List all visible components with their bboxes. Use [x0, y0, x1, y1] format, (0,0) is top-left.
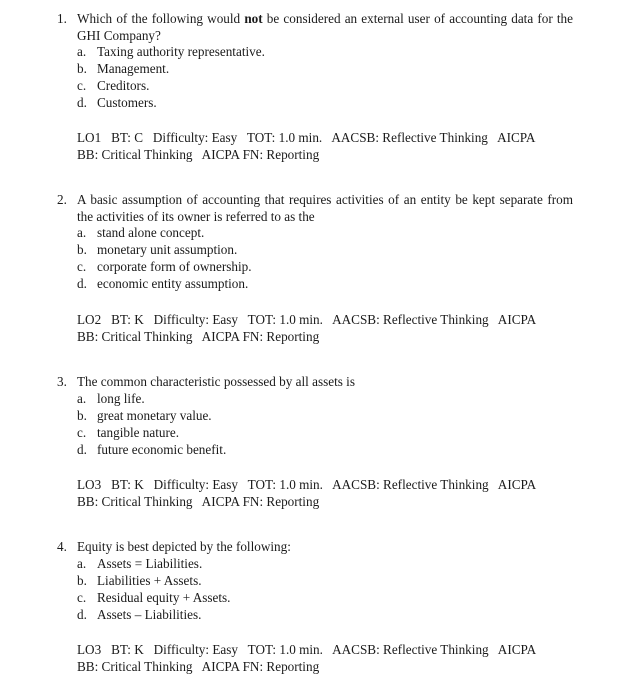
- option-text: future economic benefit.: [97, 442, 227, 457]
- answer-option-a: [77, 224, 557, 241]
- stem-text: Which of the following would: [77, 11, 245, 26]
- answer-option-a: [77, 43, 557, 60]
- answer-option-d: [77, 606, 557, 623]
- answer-option-c: [77, 424, 557, 441]
- option-text: monetary unit assumption.: [97, 242, 238, 257]
- metadata-line: LO2 BT: K Difficulty: Easy TOT: 1.0 min. AACSB: Reflective Thinking AICPA: [77, 312, 537, 327]
- answer-options: [77, 555, 557, 623]
- stem-text: The common characteristic possessed by all assets is: [77, 374, 355, 389]
- answer-option-c: [77, 77, 557, 94]
- question-number: 2.: [57, 192, 67, 207]
- option-letter: a.: [77, 556, 87, 571]
- option-letter: b.: [77, 61, 87, 76]
- answer-options: [77, 43, 557, 111]
- question-metadata: [77, 129, 577, 163]
- option-text: stand alone concept.: [97, 225, 205, 240]
- question-metadata: [77, 641, 577, 675]
- answer-option-b: [77, 407, 557, 424]
- option-letter: b.: [77, 573, 87, 588]
- option-letter: a.: [77, 391, 87, 406]
- option-letter: d.: [77, 95, 87, 110]
- stem-text-continued: be considered an external user of accounting data for the GHI Company?: [77, 11, 574, 43]
- question-stem: [77, 191, 573, 225]
- option-text: great monetary value.: [97, 408, 212, 423]
- option-text: economic entity assumption.: [97, 276, 249, 291]
- question-stem: [77, 373, 573, 390]
- stem-bold-text: not: [244, 11, 263, 26]
- answer-option-b: [77, 60, 557, 77]
- option-letter: a.: [77, 44, 87, 59]
- option-letter: c.: [77, 259, 87, 274]
- option-letter: c.: [77, 78, 87, 93]
- answer-option-d: [77, 441, 557, 458]
- question-number: 3.: [57, 374, 67, 389]
- answer-option-b: [77, 572, 557, 589]
- question-metadata: [77, 311, 577, 345]
- metadata-line: BB: Critical Thinking AICPA FN: Reporting: [77, 329, 320, 344]
- stem-text: Equity is best depicted by the following:: [77, 539, 291, 554]
- question-stem: [77, 538, 573, 555]
- metadata-line: BB: Critical Thinking AICPA FN: Reporting: [77, 147, 320, 162]
- answer-option-d: [77, 275, 557, 292]
- question-metadata: [77, 476, 577, 510]
- metadata-line: LO1 BT: C Difficulty: Easy TOT: 1.0 min. AACSB: Reflective Thinking AICPA: [77, 130, 536, 145]
- option-text: Taxing authority representative.: [97, 44, 265, 59]
- metadata-line: LO3 BT: K Difficulty: Easy TOT: 1.0 min. AACSB: Reflective Thinking AICPA: [77, 642, 537, 657]
- option-letter: c.: [77, 425, 87, 440]
- answer-option-c: [77, 589, 557, 606]
- question-number: 1.: [57, 11, 67, 26]
- stem-text: A basic assumption of accounting that requires activities of an entity be kept separate from the activities of its owner is referred to as the: [77, 192, 573, 224]
- option-text: Creditors.: [97, 78, 150, 93]
- metadata-line: LO3 BT: K Difficulty: Easy TOT: 1.0 min. AACSB: Reflective Thinking AICPA: [77, 477, 537, 492]
- answer-option-b: [77, 241, 557, 258]
- option-text: tangible nature.: [97, 425, 180, 440]
- option-text: corporate form of ownership.: [97, 259, 252, 274]
- option-letter: d.: [77, 607, 87, 622]
- answer-option-a: [77, 390, 557, 407]
- answer-options: [77, 390, 557, 458]
- answer-option-c: [77, 258, 557, 275]
- option-letter: b.: [77, 242, 87, 257]
- option-text: Assets – Liabilities.: [97, 607, 202, 622]
- answer-option-d: [77, 94, 557, 111]
- option-text: Liabilities + Assets.: [97, 573, 202, 588]
- option-letter: d.: [77, 442, 87, 457]
- question-stem: [77, 10, 573, 44]
- option-text: Assets = Liabilities.: [97, 556, 203, 571]
- option-letter: d.: [77, 276, 87, 291]
- question-number: 4.: [57, 539, 67, 554]
- metadata-line: BB: Critical Thinking AICPA FN: Reporting: [77, 494, 320, 509]
- metadata-line: BB: Critical Thinking AICPA FN: Reporting: [77, 659, 320, 674]
- option-letter: a.: [77, 225, 87, 240]
- option-letter: c.: [77, 590, 87, 605]
- answer-options: [77, 224, 557, 292]
- option-text: Residual equity + Assets.: [97, 590, 231, 605]
- option-text: Customers.: [97, 95, 157, 110]
- option-text: long life.: [97, 391, 145, 406]
- option-text: Management.: [97, 61, 170, 76]
- answer-option-a: [77, 555, 557, 572]
- option-letter: b.: [77, 408, 87, 423]
